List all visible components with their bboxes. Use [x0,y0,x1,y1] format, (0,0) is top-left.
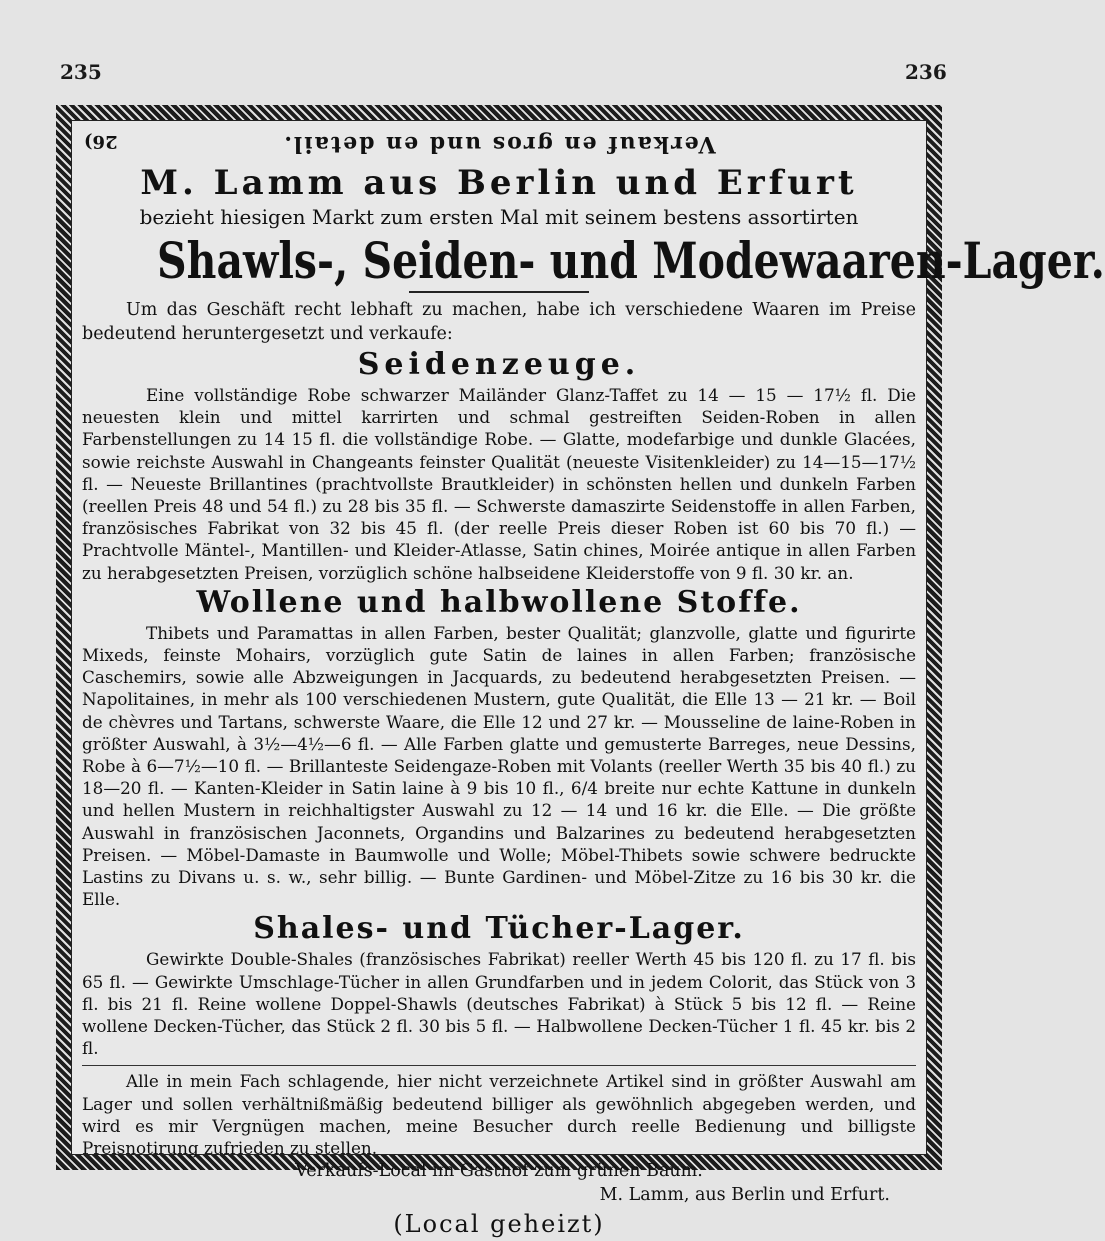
signature: M. Lamm, aus Berlin und Erfurt. [599,1185,890,1206]
ad-number: 26) [84,131,118,152]
headline: Shawls-, Seiden- und Modewaaren-Lager. [157,231,1105,290]
section-text-shawls: Gewirkte Double-Shales (französisches Fabrikat) reeller Werth 45 bis 120 fl. zu 17 fl. bis 65 fl. — Gewirkte Umschlage-Tücher in allen Grundfarben und in jedem Colorit, das Stück von 3 fl. bis 21 fl. Reine wollene Doppel-Shawls (deutsches Fabrikat) à Stück 5 bis 12 fl. — Reine wollene Decken-Tücher, das Stück 2 fl. 30 bis 5 fl. — Halbwollene Decken-Tücher 1 fl. 45 kr. bis 2 fl. [82,949,916,1059]
upside-down-line: Verkauf en gros und en detail. [282,131,716,157]
section-title-wool: Wollene und halbwollene Stoffe. [196,584,802,620]
page-number-left: 235 [60,60,102,84]
heated-note: (Local geheizt) [393,1210,605,1239]
headline-rule [409,291,589,293]
intro-line: bezieht hiesigen Markt zum ersten Mal mit seinem bestens assortirten [139,205,859,229]
section-title-silk: Seidenzeuge. [357,347,641,382]
section-text-wool: Thibets und Paramattas in allen Farben, bester Qualität; glanzvolle, glatte und figurirte Mixeds, feinste Mohairs, vorzüglich gute Satin de laines in allen Farben; französische Caschemirs, sowie alle Abzweigungen in Jacquards, zu bedeutend herabgesetzten Preisen. — Napolitaines, in mehr als 100 verschiedenen Mustern, gute Qualität, die Elle 13 — 21 kr. — Boil de chèvres und Tartans, schwerste Waare, die Elle 12 und 27 kr. — Mousseline de laine-Roben in größter Auswahl, à 3½—4½—6 fl. — Alle Farben glatte und gemusterte Barreges, neue Dessins, Robe à 6—7½—10 fl. — Brillanteste Seidengaze-Roben mit Volants (reeller Werth 35 bis 40 fl.) zu 18—20 fl. — Kanten-Kleider in Satin laine à 9 bis 10 fl., 6/4 breite nur echte Kattune in dunkeln und hellen Mustern in reichhaltigster Auswahl zu 12 — 14 und 16 kr. die Elle. — Die größte Auswahl in französischen Jaconnets, Organdins und Balzarines zu bedeutend herabgesetzten Preisen. — Möbel-Damaste in Baumwolle und Wolle; Möbel-Thibets sowie schwere bedruckte Lastins zu Divans u. s. w., sehr billig. — Bunte Gardinen- und Möbel-Zitze zu 16 bis 30 kr. die Elle. [82,622,916,910]
section-title-shawls: Shales- und Tücher-Lager. [253,911,745,947]
firm-name: M. Lamm aus Berlin und Erfurt [140,163,858,203]
page-number-right: 236 [905,60,947,84]
ornamental-border [56,105,1105,1239]
lead-paragraph: Um das Geschäft recht lebhaft zu machen, habe ich verschiedene Waaren im Preise bedeutend heruntergesetzt und verkaufe: [82,300,916,344]
venue-line: Verkaufs-Local im Gasthof zum grünen Baum. [295,1161,703,1182]
section-text-silk: Eine vollständige Robe schwarzer Mailänder Glanz-Taffet zu 14 — 15 — 17½ fl. Die neuesten klein und mittel karrirten und schmal gestreiften Seiden-Roben in allen Farbenstellungen zu 14 15 fl. die vollständige Robe. — Glatte, modefarbige und dunkle Glacées, sowie reichste Auswahl in Changeants feinster Qualität (neueste Visitenkleider) zu 14—15—17½ fl. — Neueste Brillantines (prachtvollste Brautkleider) in schönsten hellen und dunkeln Farben (reellen Preis 48 und 54 fl.) zu 28 bis 35 fl. — Schwerste damaszirte Seidenstoffe in allen Farben, französisches Fabrikat von 32 bis 45 fl. (der reelle Preis dieser Roben ist 60 bis 70 fl.) — Prachtvolle Mäntel-, Mantillen- und Kleider-Atlasse, Satin chines, Moirée antique in allen Farben zu herabgesetzten Preisen, vorzüglich schöne halbseidene Kleiderstoffe von 9 fl. 30 kr. an. [82,385,916,583]
advertisement-body [71,120,1105,1239]
closing-paragraph: Alle in mein Fach schlagende, hier nicht verzeichnete Artikel sind in größter Auswahl am Lager und sollen verhältnißmäßig bedeutend billiger als gewöhnlich abgegeben werden, und wird es mir Vergnügen machen, meine Besucher durch reelle Bedienung und billigste Preisnotirung zufrieden zu stellen. [82,1065,916,1159]
